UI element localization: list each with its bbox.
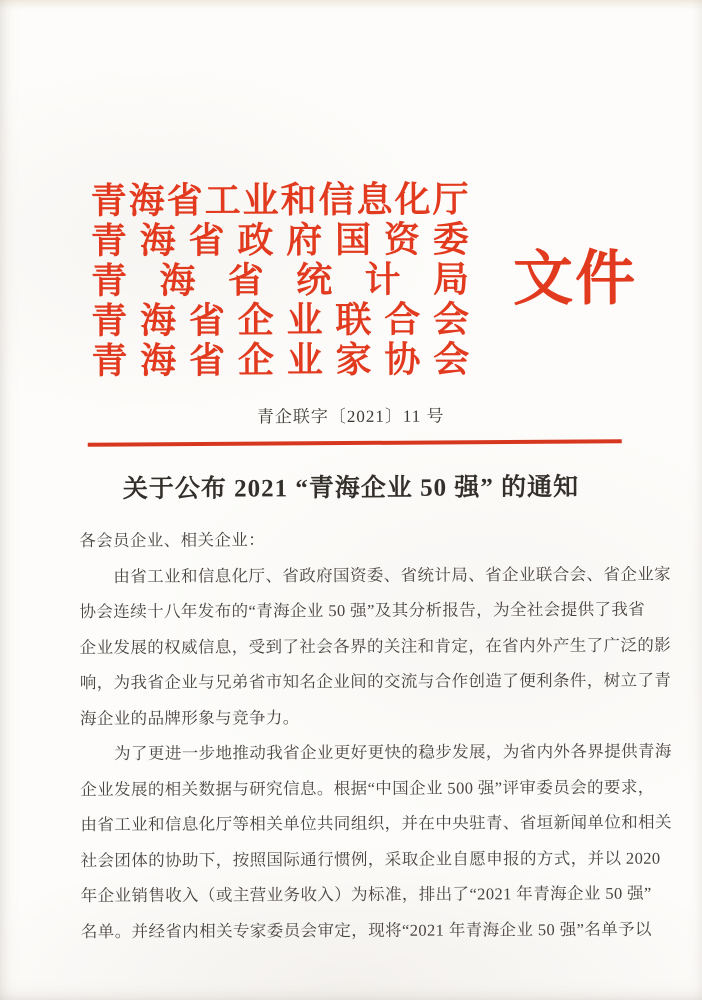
body-line: 社会团体的协助下，按照国际通行惯例，采取企业自愿申报的方式，并以 2020 [80,848,661,870]
document-reference-number: 青企联字〔2021〕11 号 [256,406,445,427]
salutation-line: 各会员企业、相关企业： [79,530,266,551]
body-line: 海企业的品牌形象与竞争力。 [79,707,300,728]
org-name-line-4: 青 海 省 企 业 联 合 会 [91,299,470,342]
body-line: 为了更进一步地推动我省企业更好更快的稳步发展，为省内外各界提供青海 [114,741,672,764]
body-line: 企业发展的权威信息，受到了社会各界的关注和肯定，在省内外产生了广泛的影 [79,635,672,657]
body-line: 由省工业和信息化厅、省政府国资委、省统计局、省企业联合会、省企业家 [113,564,672,586]
org-name-line-1: 青 海 省 工 业 和 信 息 化 厅 [90,179,469,222]
document-type-label: 文件 [512,245,638,313]
body-line: 响，为我省企业与兄弟省市知名企业间的交流与合作创造了便利条件，树立了青 [79,670,672,693]
body-line: 年企业销售收入（或主营业务收入）为标准，排出了“2021 年青海企业 50 强” [80,883,652,906]
org-name-line-2: 青 海 省 政 府 国 资 委 [90,219,469,262]
org-name-line-3: 青 海 省 统 计 局 [90,259,470,302]
red-divider-rule [88,439,622,446]
org-name-line-5: 青 海 省 企 业 家 协 会 [91,339,470,382]
body-line: 协会连续十八年发布的“青海企业 50 强”及其分析报告，为全社会提供了我省 [79,599,646,622]
document-title: 关于公布 2021 “青海企业 50 强” 的通知 [122,474,580,503]
body-line: 名单。并经省内相关专家委员会审定，现将“2021 年青海企业 50 强”名单予以 [80,919,652,941]
letterhead [91,179,470,381]
body-line: 由省工业和信息化厅等相关单位共同组织，并在中央驻青、省垣新闻单位和相关 [80,812,672,835]
body-line: 企业发展的相关数据与研究信息。根据“中国企业 500 强”评审委员会的要求， [80,777,655,799]
document-body [79,521,672,949]
